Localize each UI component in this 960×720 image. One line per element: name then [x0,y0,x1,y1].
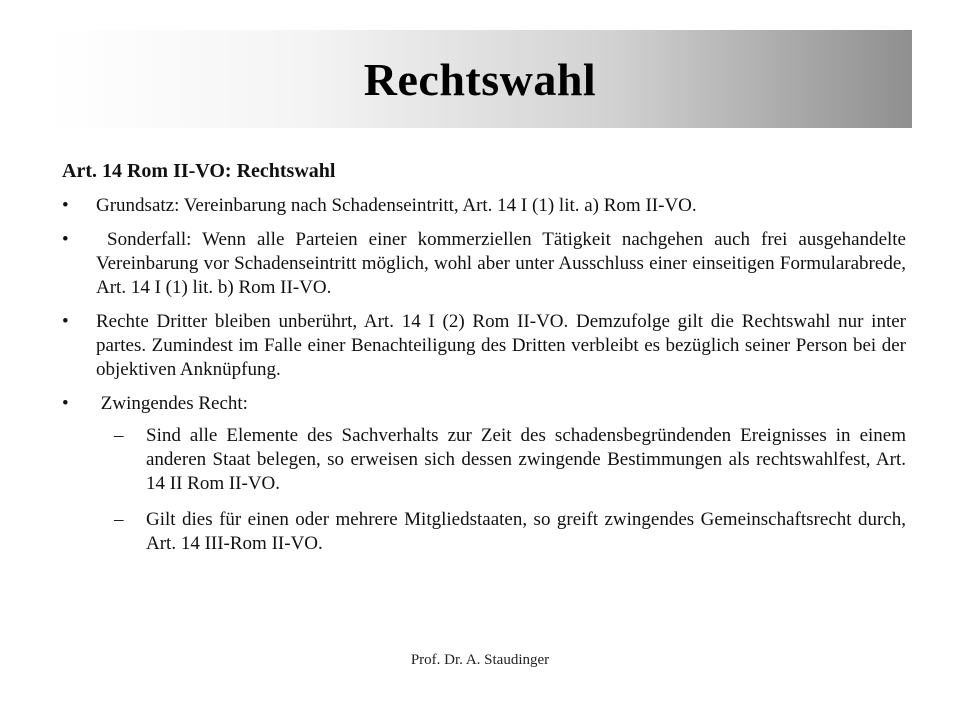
sub-bullet-list [62,424,906,556]
sub-bullet-text: Sind alle Elemente des Sachverhalts zur Zeit des schadensbegründenden Ereignisses in einem anderen Staat belegen, so erweisen sich dessen zwingende Bestimmungen als rechtswahlfest, Art. 14 II Rom II-VO. [146,425,906,494]
dash-marker: – [114,509,124,530]
bullet-text: Sonderfall: Wenn alle Parteien einer kommerziellen Tätigkeit nachgehen auch frei ausgehandelte Vereinbarung vor Schadenseintritt möglich, wohl aber unter Ausschluss einer einseitigen Formularabrede, Art. 14 I (1) lit. b) Rom II-VO. [96,229,911,298]
list-item [62,194,906,218]
list-item [62,228,911,300]
slide-title: Rechtswahl [363,53,597,105]
bullet-marker: • [62,393,69,414]
list-item [62,310,906,382]
bullet-text: Grundsatz: Vereinbarung nach Schadenseintritt, Art. 14 I (1) lit. a) Rom II-VO. [96,195,697,216]
sub-list-item [114,424,906,496]
bullet-marker: • [62,311,69,332]
title-banner [48,30,912,128]
footer-author: Prof. Dr. A. Staudinger [410,652,550,668]
sub-bullet-text: Gilt dies für einen oder mehrere Mitgliedstaaten, so greift zwingendes Gemeinschaftsrecht durch, Art. 14 III-Rom II-VO. [146,509,906,554]
slide-content [62,158,911,568]
dash-marker: – [114,425,124,446]
bullet-text: Rechte Dritter bleiben unberührt, Art. 14 I (2) Rom II-VO. Demzufolge gilt die Rechtswahl nur inter partes. Zumindest im Falle einer Benachteiligung des Dritten verbleibt es bezüglich seiner Person bei der objektiven Anknüpfung. [96,311,906,380]
section-heading: Art. 14 Rom II-VO: Rechtswahl [62,160,336,182]
bullet-list [62,194,911,556]
bullet-marker: • [62,195,69,216]
sub-list-item [114,508,906,556]
list-item [62,392,906,556]
bullet-marker: • [62,229,69,250]
bullet-text: Zwingendes Recht: [96,393,248,414]
